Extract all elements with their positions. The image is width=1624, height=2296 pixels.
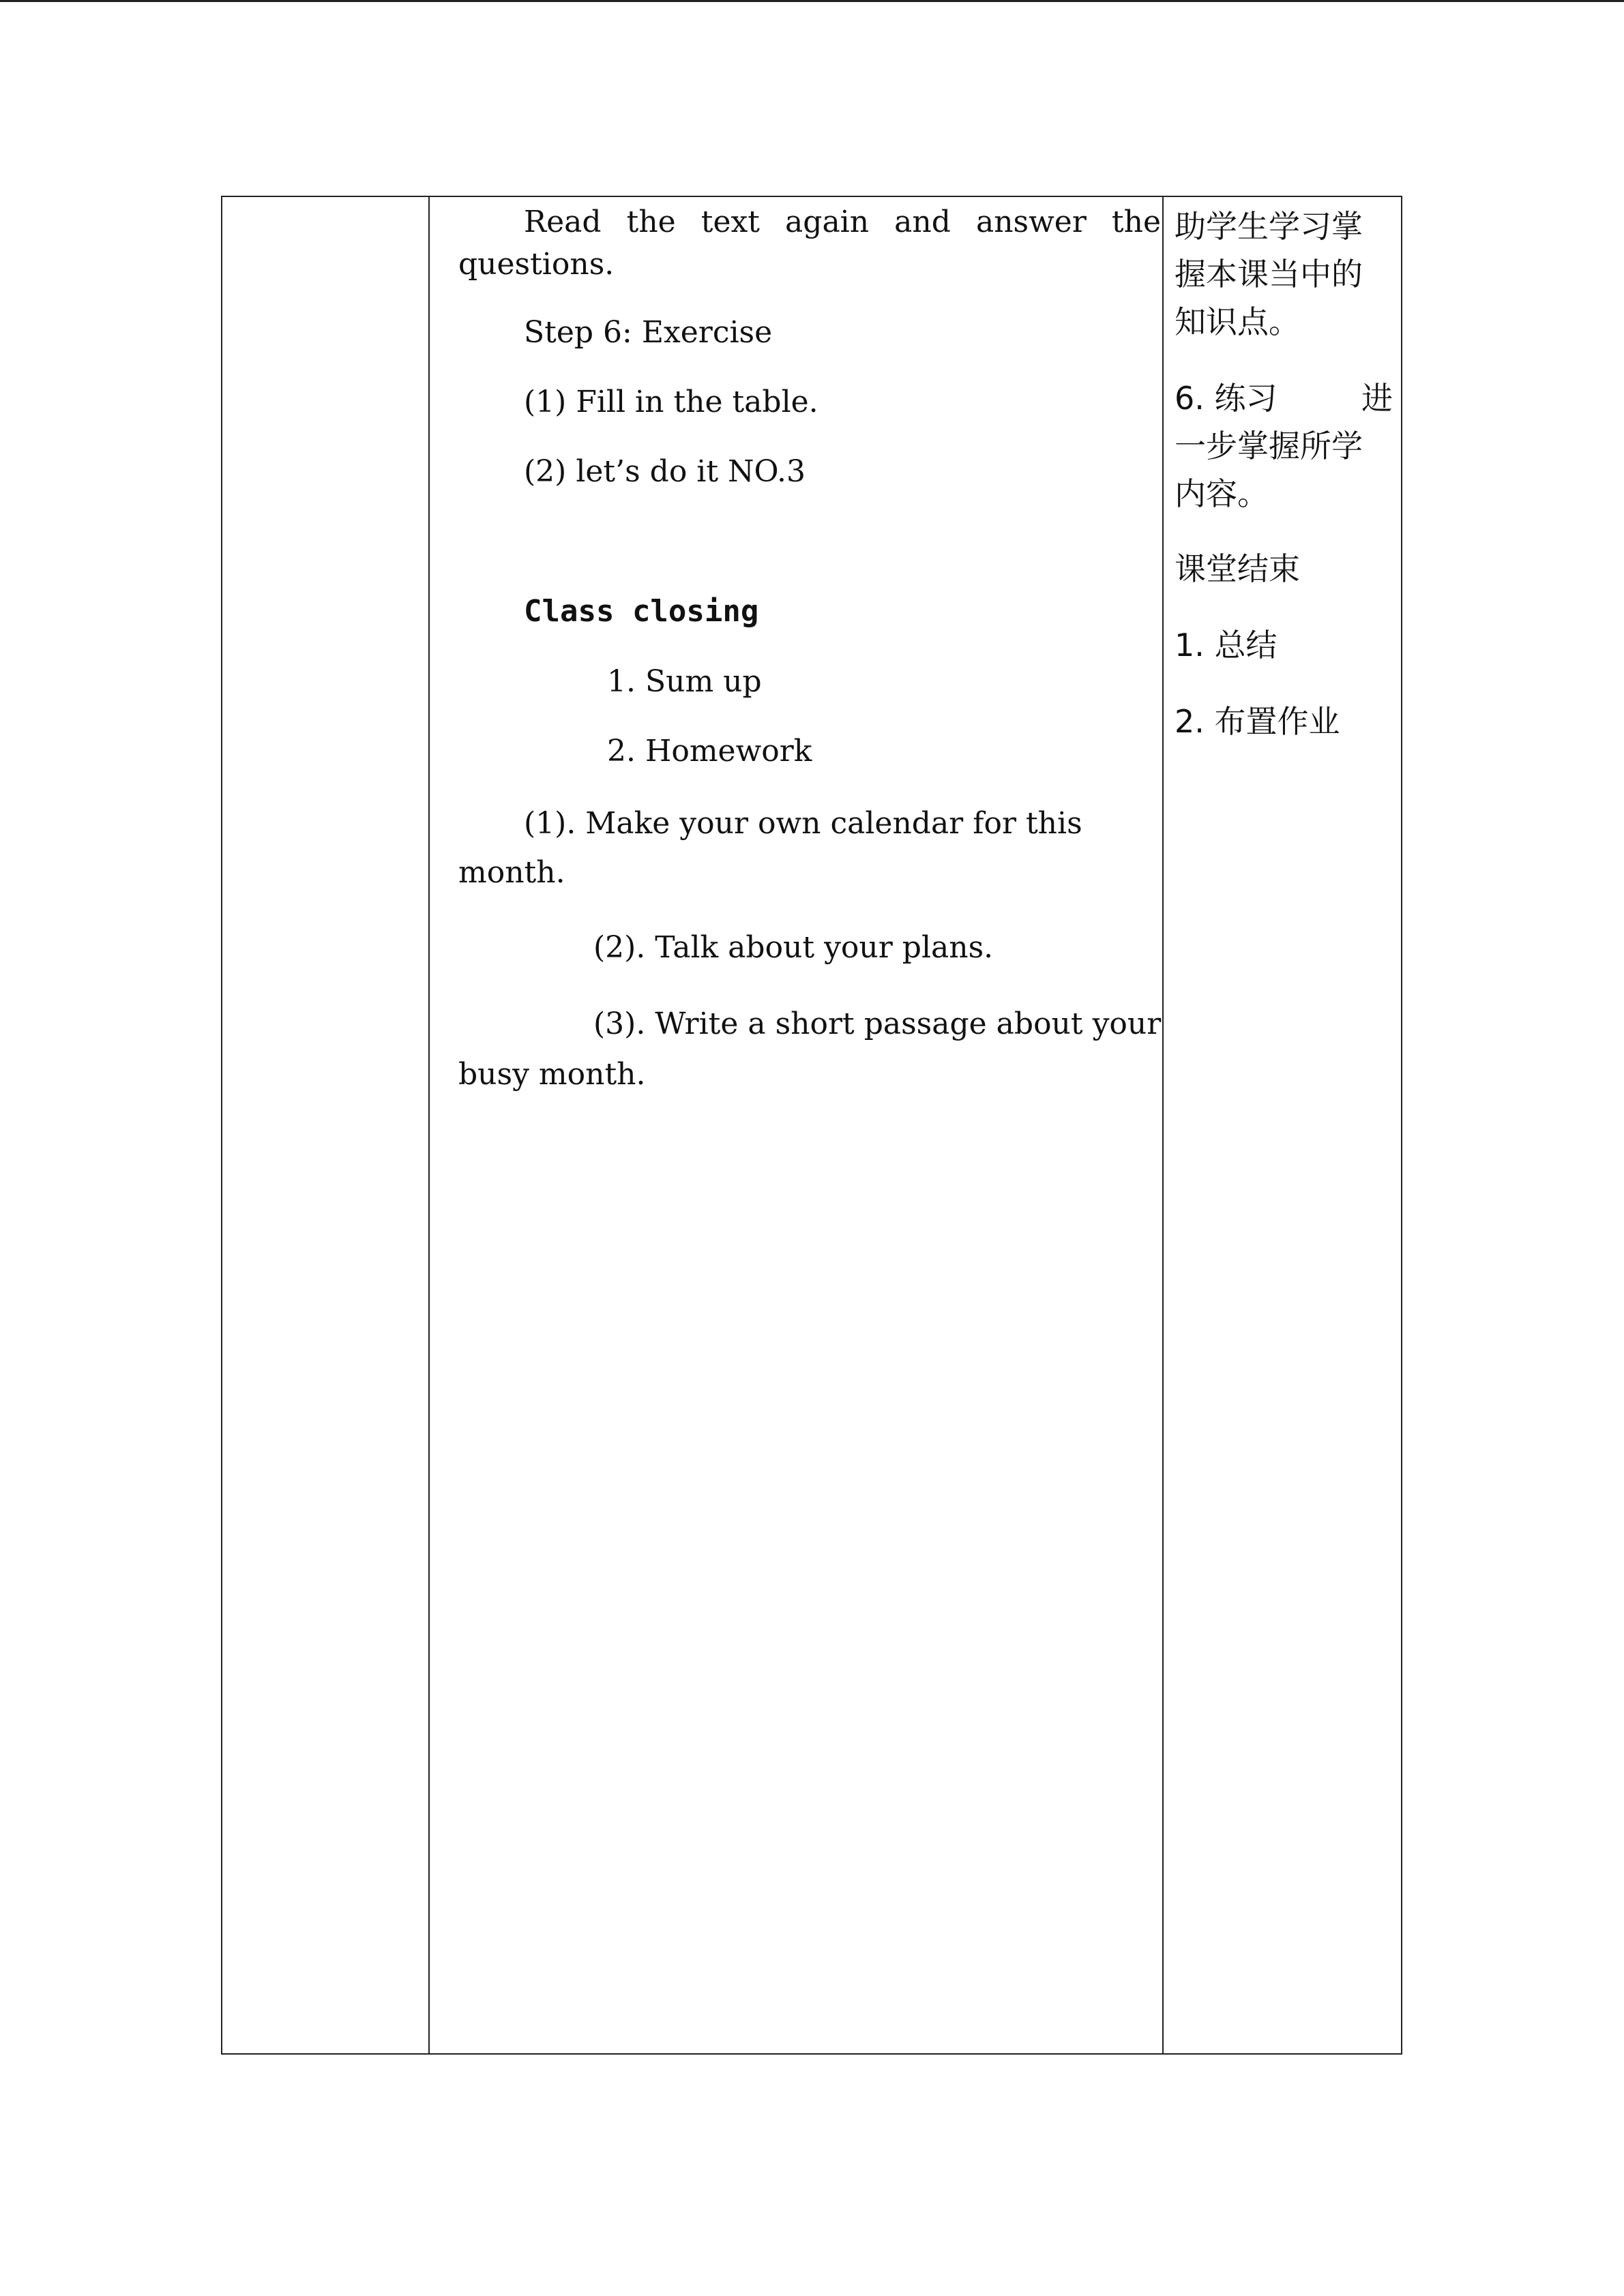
read-word: the xyxy=(1111,205,1161,239)
design-intent-cell xyxy=(1164,197,1402,2053)
intent-line: 握本课当中的 xyxy=(1175,256,1363,293)
intent-line: 助学生学习掌 xyxy=(1175,208,1363,245)
homework-3-line2: busy month. xyxy=(458,1057,646,1092)
read-text-line xyxy=(458,201,1161,243)
teaching-steps-cell xyxy=(445,197,1162,2053)
read-word: and xyxy=(894,205,951,239)
intent-line: 内容。 xyxy=(1175,475,1269,512)
read-word: answer xyxy=(975,205,1087,239)
lesson-plan-table xyxy=(221,196,1402,2055)
read-text-continuation: questions. xyxy=(458,247,615,282)
intent-line: 一步掌握所学 xyxy=(1175,428,1363,464)
intent-line: 知识点。 xyxy=(1175,303,1300,340)
closing-item-sum-up: 1. Sum up xyxy=(607,664,762,699)
closing-item-homework: 2. Homework xyxy=(607,734,812,769)
exercise-1: (1) Fill in the table. xyxy=(524,385,818,419)
intent-line: 2. 布置作业 xyxy=(1175,703,1340,740)
read-word: the xyxy=(626,205,676,239)
page-top-rule xyxy=(0,0,1624,2)
exercise-2: (2) let’s do it NO.3 xyxy=(524,454,806,489)
step6-heading: Step 6: Exercise xyxy=(524,315,773,350)
column-divider-left xyxy=(428,197,430,2053)
intent-line: 1. 总结 xyxy=(1175,627,1278,664)
intent-line: 进 xyxy=(1361,380,1393,417)
read-word: again xyxy=(785,205,870,239)
read-word: Read xyxy=(524,205,602,239)
homework-3-line1: (3). Write a short passage about your xyxy=(593,1007,1162,1041)
homework-1-line2: month. xyxy=(458,855,565,890)
intent-line: 课堂结束 xyxy=(1175,550,1300,587)
intent-line: 6. 练习 xyxy=(1175,380,1278,417)
read-word: text xyxy=(700,205,760,239)
class-closing-heading: Class closing xyxy=(524,594,759,629)
homework-1-line1: (1). Make your own calendar for this xyxy=(524,806,1082,841)
homework-2: (2). Talk about your plans. xyxy=(593,930,994,965)
